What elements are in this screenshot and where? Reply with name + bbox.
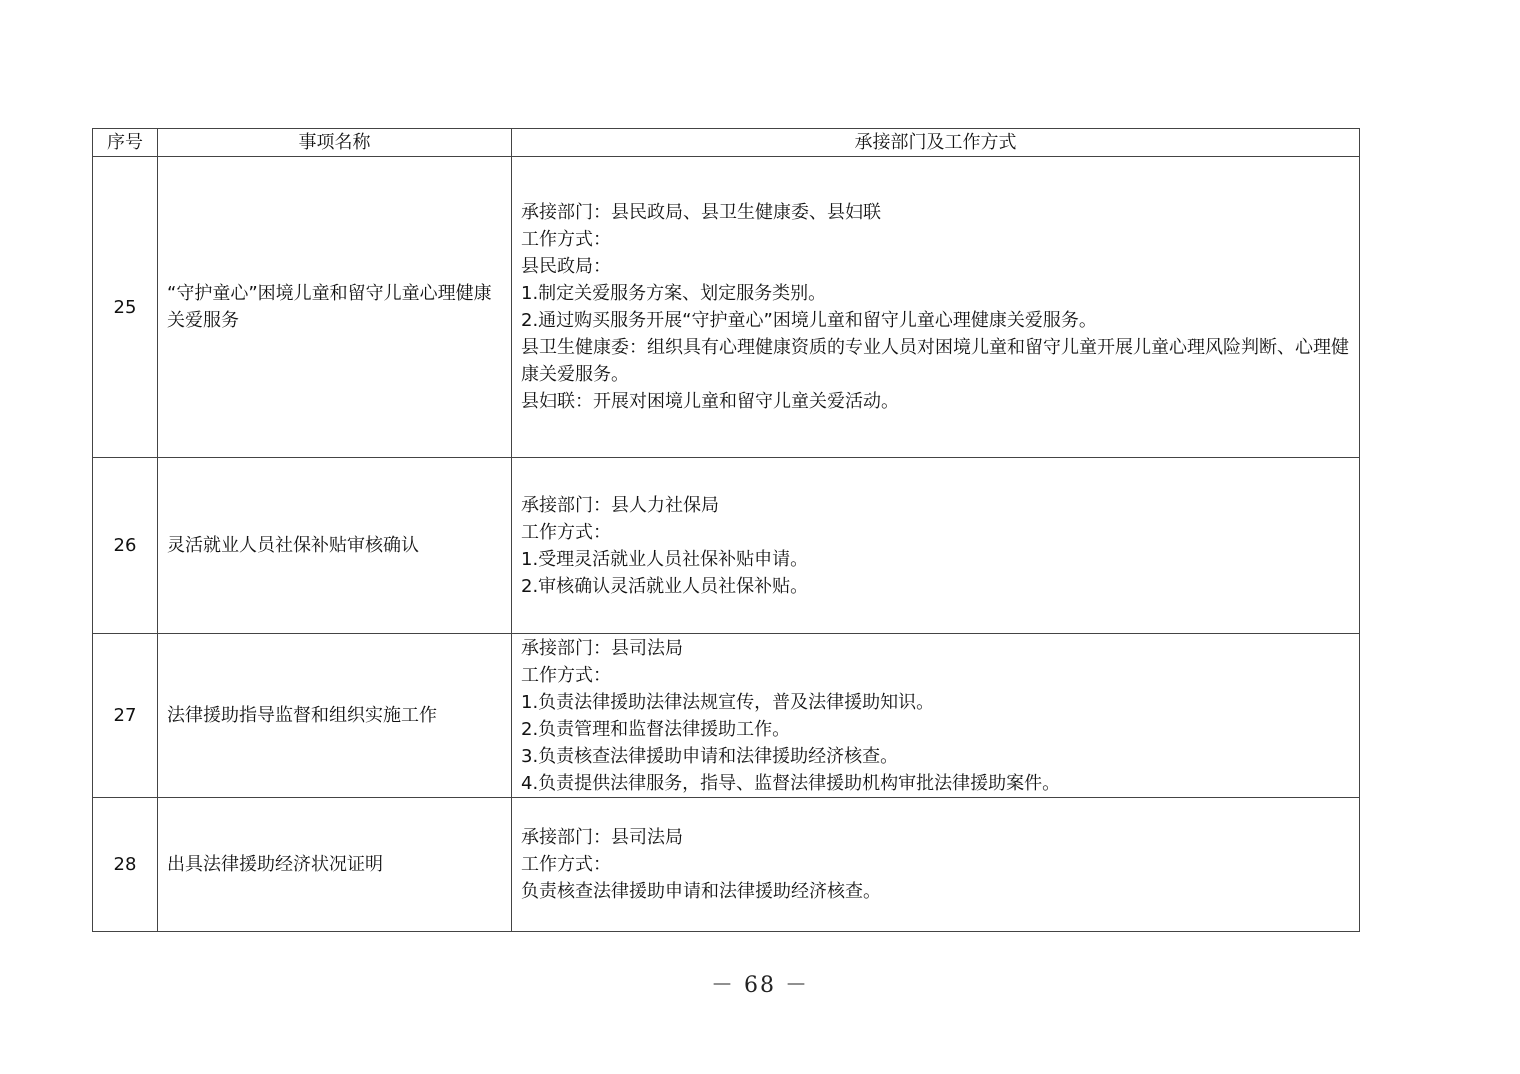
table-header-row: [93, 129, 1360, 157]
row-name: 出具法律援助经济状况证明: [158, 798, 512, 932]
detail-line: 工作方式：: [521, 854, 611, 875]
row-name: 灵活就业人员社保补贴审核确认: [158, 458, 512, 634]
row-index: 25: [93, 157, 158, 458]
detail-line: 工作方式：: [521, 521, 611, 543]
detail-line: 工作方式：: [521, 229, 611, 250]
detail-line: 2.通过购买服务开展“守护童心”困境儿童和留守儿童心理健康关爱服务。: [521, 310, 1097, 331]
detail-line: 1.制定关爱服务方案、划定服务类别。: [521, 283, 827, 304]
detail-line: 1.受理灵活就业人员社保补贴申请。: [521, 548, 809, 570]
detail-line: 承接部门：县司法局: [521, 637, 683, 659]
header-detail: 承接部门及工作方式: [512, 129, 1360, 157]
table-row: [93, 458, 1360, 634]
matters-table: [92, 128, 1360, 932]
detail-line: 2.负责管理和监督法律援助工作。: [521, 718, 791, 740]
row-detail: [512, 798, 1360, 932]
row-detail: [512, 634, 1360, 798]
header-index: 序号: [93, 129, 158, 157]
detail-line: 负责核查法律援助申请和法律援助经济核查。: [521, 881, 881, 902]
table-row: [93, 157, 1360, 458]
row-name: 法律援助指导监督和组织实施工作: [158, 634, 512, 798]
row-detail: [512, 157, 1360, 458]
detail-line: 承接部门：县司法局: [521, 827, 683, 848]
detail-line: 县妇联：开展对困境儿童和留守儿童关爱活动。: [521, 391, 899, 412]
detail-line: 1.负责法律援助法律法规宣传，普及法律援助知识。: [521, 691, 935, 713]
row-index: 27: [93, 634, 158, 798]
detail-line: 4.负责提供法律服务，指导、监督法律援助机构审批法律援助案件。: [521, 772, 1061, 794]
row-index: 26: [93, 458, 158, 634]
detail-line: 3.负责核查法律援助申请和法律援助经济核查。: [521, 745, 899, 767]
detail-line: 县卫生健康委：组织具有心理健康资质的专业人员对困境儿童和留守儿童开展儿童心理风险判断、心理健康关爱服务。: [521, 337, 1349, 385]
detail-line: 2.审核确认灵活就业人员社保补贴。: [521, 575, 809, 597]
row-index: 28: [93, 798, 158, 932]
page-number: － 68 －: [711, 973, 809, 998]
row-name: “守护童心”困境儿童和留守儿童心理健康关爱服务: [158, 157, 512, 458]
table-row: [93, 798, 1360, 932]
detail-line: 承接部门：县人力社保局: [521, 494, 719, 516]
detail-line: 工作方式：: [521, 664, 611, 686]
row-detail: [512, 458, 1360, 634]
header-name: 事项名称: [158, 129, 512, 157]
detail-line: 县民政局：: [521, 256, 611, 277]
detail-line: 承接部门：县民政局、县卫生健康委、县妇联: [521, 202, 881, 223]
table-row: [93, 634, 1360, 798]
